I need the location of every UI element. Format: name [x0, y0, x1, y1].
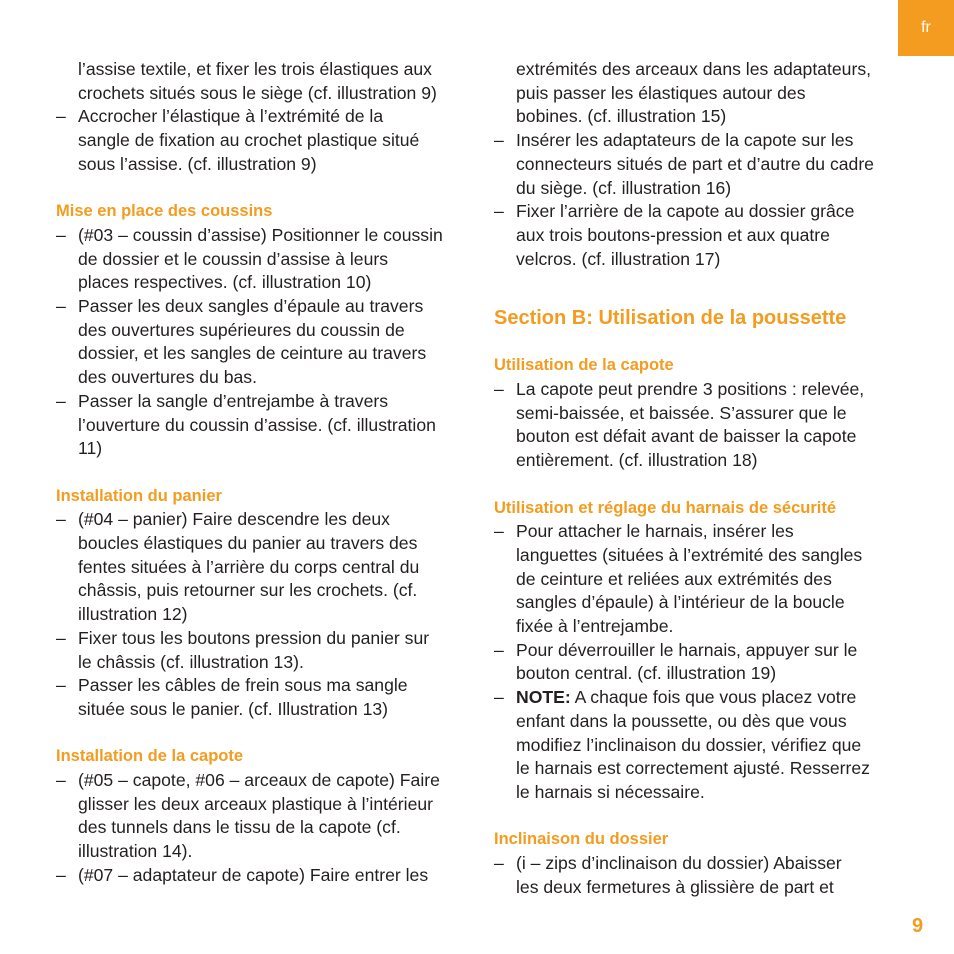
- text-line: aux trois boutons-pression et aux quatre: [516, 224, 830, 245]
- text-line: les deux fermetures à glissière de part et: [516, 876, 834, 897]
- text-line: de ceinture et reliées aux extrémités des: [516, 568, 832, 589]
- text-line: située sous le panier. (cf. Illustration 13): [78, 698, 389, 719]
- list-item: [494, 852, 904, 899]
- text-line: Fixer l’arrière de la capote au dossier grâce: [516, 201, 855, 222]
- text-line: (#07 – adaptateur de capote) Faire entrer les: [78, 864, 429, 885]
- list-item: [56, 769, 466, 864]
- text-line: enfant dans la poussette, ou dès que vous: [516, 710, 847, 731]
- dash-bullet: –: [56, 224, 66, 245]
- text-line: (i – zips d’inclinaison du dossier) Abaisser: [516, 853, 842, 874]
- dash-bullet: –: [56, 675, 66, 696]
- dash-bullet: –: [56, 390, 66, 411]
- text-span: A chaque fois que vous placez votre: [570, 687, 857, 708]
- list-item: [56, 864, 466, 888]
- text-line: extrémités des arceaux dans les adaptateurs,: [516, 59, 872, 79]
- left-column: [56, 58, 466, 888]
- text-line: de dossier et le coussin d’assise à leurs: [78, 248, 389, 269]
- note-item: [494, 686, 904, 805]
- language-label: fr: [921, 19, 931, 36]
- dash-bullet: –: [494, 521, 504, 542]
- text-line: (#03 – coussin d’assise) Positionner le coussin: [78, 224, 443, 245]
- dash-bullet: –: [56, 627, 66, 648]
- text-line: sous l’assise. (cf. illustration 9): [78, 153, 317, 174]
- text-line: le châssis (cf. illustration 13).: [78, 651, 304, 672]
- text-line: entièrement. (cf. illustration 18): [516, 450, 758, 471]
- text-line: places respectives. (cf. illustration 10): [78, 272, 372, 293]
- text-line: crochets situés sous le siège (cf. illustration 9): [78, 82, 437, 103]
- list-item: [56, 508, 466, 627]
- text-line: l’ouverture du coussin d’assise. (cf. illustration: [78, 414, 436, 435]
- text-line: fentes situées à l’arrière du corps central du: [78, 556, 420, 577]
- text-line: des tunnels dans le tissu de la capote (cf.: [78, 817, 401, 838]
- list-item: [494, 129, 904, 200]
- subheading-capote: Installation de la capote: [56, 747, 244, 766]
- text-line: connecteurs situés de part et d’autre du cadre: [516, 153, 874, 174]
- dash-bullet: –: [56, 770, 66, 791]
- list-item: [56, 390, 466, 461]
- list-item: [494, 378, 904, 473]
- text-line: Fixer tous les boutons pression du panier sur: [78, 627, 430, 648]
- text-line: illustration 14).: [78, 841, 193, 862]
- continued-paragraph: [56, 58, 466, 105]
- text-line: Pour déverrouiller le harnais, appuyer sur le: [516, 639, 858, 660]
- text-line: semi-baissée, et baissée. S’assurer que le: [516, 402, 847, 423]
- text-line: Accrocher l’élastique à l’extrémité de la: [78, 106, 384, 127]
- list-item: [494, 639, 904, 686]
- text-line: (#04 – panier) Faire descendre les deux: [78, 509, 390, 530]
- text-line: boucles élastiques du panier au travers des: [78, 533, 418, 554]
- text-line: velcros. (cf. illustration 17): [516, 248, 721, 269]
- dash-bullet: –: [494, 130, 504, 151]
- right-column: [494, 58, 904, 899]
- text-line: Passer les deux sangles d’épaule au travers: [78, 296, 424, 317]
- text-line: glisser les deux arceaux plastique à l’intérieur: [78, 793, 433, 814]
- subheading-panier: Installation du panier: [56, 486, 222, 505]
- language-tab: [898, 0, 954, 56]
- page-number: 9: [912, 915, 924, 937]
- text-line: fixée à l’entrejambe.: [516, 616, 674, 637]
- dash-bullet: –: [494, 639, 504, 660]
- text-line: puis passer les élastiques autour des: [516, 82, 806, 103]
- dash-bullet: –: [56, 106, 66, 127]
- section-title: Section B: Utilisation de la poussette: [494, 307, 847, 330]
- note-label: NOTE:: [516, 687, 571, 708]
- text-line: bobines. (cf. illustration 15): [516, 106, 727, 127]
- dash-bullet: –: [494, 687, 504, 708]
- subheading-harnais: Utilisation et réglage du harnais de sécurité: [494, 498, 837, 517]
- dash-bullet: –: [494, 853, 504, 874]
- text-line: illustration 12): [78, 604, 188, 625]
- dash-bullet: –: [56, 296, 66, 317]
- text-line: le harnais si nécessaire.: [516, 781, 705, 802]
- text-line: Pour attacher le harnais, insérer les: [516, 521, 794, 542]
- text-line: du siège. (cf. illustration 16): [516, 177, 732, 198]
- text-line: bouton est défait avant de baisser la capote: [516, 426, 857, 447]
- list-item: [56, 295, 466, 390]
- list-item: [56, 627, 466, 674]
- text-line: modifiez l’inclinaison du dossier, vérifiez que: [516, 734, 862, 755]
- text-line: dossier, et les sangles de ceinture au travers: [78, 343, 427, 364]
- text-line: languettes (situées à l’extrémité des sangles: [516, 544, 863, 565]
- text-line: Passer les câbles de frein sous ma sangle: [78, 675, 408, 696]
- list-item: [494, 520, 904, 639]
- subheading-utilisation-capote: Utilisation de la capote: [494, 356, 674, 375]
- text-line: l’assise textile, et fixer les trois élastiques aux: [78, 59, 432, 79]
- text-line: (#05 – capote, #06 – arceaux de capote) Faire: [78, 770, 440, 791]
- text-line: sangle de fixation au crochet plastique situé: [78, 130, 420, 151]
- list-item: [56, 224, 466, 295]
- list-item: [56, 105, 466, 176]
- text-line: Passer la sangle d’entrejambe à travers: [78, 390, 389, 411]
- dash-bullet: –: [56, 864, 66, 885]
- text-line: des ouvertures du bas.: [78, 367, 257, 388]
- text-line: sangles d’épaule) à l’intérieur de la boucle: [516, 592, 845, 613]
- subheading-coussins: Mise en place des coussins: [56, 202, 273, 221]
- text-line: bouton central. (cf. illustration 19): [516, 663, 777, 684]
- text-line: châssis, puis retourner sur les crochets. (cf.: [78, 580, 418, 601]
- list-item: [494, 200, 904, 271]
- text-line: des ouvertures supérieures du coussin de: [78, 319, 405, 340]
- dash-bullet: –: [494, 379, 504, 400]
- list-item: [56, 674, 466, 721]
- text-line: le harnais est correctement ajusté. Resserrez: [516, 758, 870, 779]
- text-line: Insérer les adaptateurs de la capote sur les: [516, 130, 854, 151]
- note-first-line: [516, 686, 904, 710]
- text-line: La capote peut prendre 3 positions : relevée,: [516, 379, 865, 400]
- continued-paragraph: [494, 58, 904, 129]
- text-line: 11): [78, 438, 103, 459]
- dash-bullet: –: [56, 509, 66, 530]
- subheading-inclinaison: Inclinaison du dossier: [494, 830, 669, 849]
- dash-bullet: –: [494, 201, 504, 222]
